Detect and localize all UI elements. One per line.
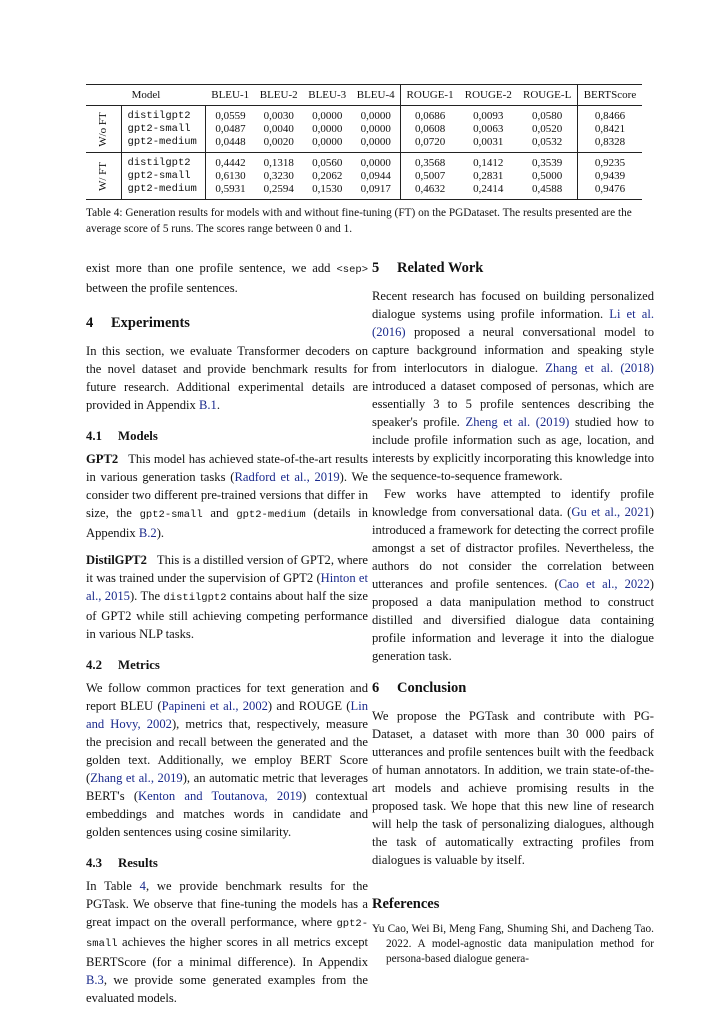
table-cell: 0,0559 (215, 110, 246, 122)
table-cell: 0,0944 (360, 170, 391, 182)
distilgpt2-paragraph: DistilGPT2 This is a distilled version of GPT2, where it was trained under the supervision of GPT2 (Hinton et al., 2015). The distilgpt2 contains about half the size of GPT2 while still achieving competing performance in various NLP tasks. (86, 553, 368, 641)
table-cell: 0,0448 (215, 136, 246, 148)
table-row (86, 170, 642, 183)
table-row (86, 136, 642, 153)
table-cell: 0,8328 (577, 136, 642, 153)
table-cell: 0,5000 (532, 170, 563, 182)
table-cell: 0,3539 (532, 157, 563, 169)
column-header: BLEU-4 (356, 89, 395, 101)
experiments-paragraph: In this section, we evaluate Transformer decoders on the novel dataset and provide benchmark results for future research. Additional experimental details are provided in Appendix B.1. (86, 344, 368, 412)
column-header: ROUGE-1 (400, 85, 459, 106)
table-cell: 0,4632 (400, 183, 459, 200)
right-column (372, 259, 654, 967)
model-cell: gpt2-medium (121, 183, 206, 200)
table-cell: 0,0580 (532, 110, 563, 122)
table-caption: Table 4: Generation results for models with and without fine-tuning (FT) on the PGDataset. The results presented are the average score of 5 runs. The scores range between 0 and 1. (86, 207, 632, 235)
sep-token: <sep> (336, 264, 368, 276)
table-cell: 0,0532 (532, 136, 563, 148)
table-group-with-ft (86, 153, 642, 200)
citation-link[interactable]: Zheng et al. (2019) (465, 415, 570, 429)
table-cell: 0,0031 (473, 136, 504, 148)
citation-link[interactable]: Zhang et al. (2018) (545, 361, 654, 375)
table-cell: 0,5931 (215, 183, 246, 195)
appendix-link[interactable]: B.1 (198, 398, 217, 412)
table-row (86, 106, 642, 124)
citation-link[interactable]: Gu et al., 2021 (571, 505, 650, 519)
table-cell: 0,0030 (263, 110, 294, 122)
table-row (86, 153, 642, 171)
table-cell: 0,0000 (360, 136, 391, 148)
table-cell: 0,0917 (360, 183, 391, 195)
subsection-heading-models: 4.1 Models (86, 429, 158, 443)
table-cell: 0,0720 (400, 136, 459, 153)
table-header-row (86, 85, 642, 106)
metrics-paragraph: We follow common practices for text generation and report BLEU (Papineni et al., 2002) and ROUGE (Lin and Hovy, 2002), metrics that, respectively, measure the precision and recall between the generated and the golden text. Additionally, we employ BERT Score (Zhang et al., 2019), an automatic metric that leverages BERT's (Kenton and Toutanova, 2019) contextual embeddings and matches words in candidate and golden sentences using cosine similarity. (86, 681, 368, 839)
table-cell: 0,9235 (577, 153, 642, 171)
table-row (86, 183, 642, 200)
conclusion-paragraph: We propose the PGTask and contribute with PG-Dataset, a dataset with more than 30 000 pairs of utterances and profile sentences built with the feedback of human annotators. In addition, we train state-of-the-art models and achieve promising results in the proposed task. We hope that this new line of research will help the task of personalizing dialogues, although the task of automatically extracting profiles from dialogues is valuable by itself. (372, 709, 654, 867)
table-cell: 0,4588 (532, 183, 563, 195)
table-cell: 0,1412 (473, 157, 504, 169)
table-cell: 0,3230 (263, 170, 294, 182)
table-cell: 0,8466 (577, 106, 642, 124)
table-cell: 0,0487 (215, 123, 246, 135)
results-table-container (86, 84, 642, 200)
table-cell: 0,0560 (312, 157, 343, 169)
table-cell: 0,6130 (215, 170, 246, 182)
appendix-link[interactable]: B.2 (138, 526, 157, 540)
section-heading-experiments: 4 Experiments (86, 315, 190, 331)
table-cell: 0,0000 (360, 157, 391, 169)
table-cell: 0,2831 (473, 170, 504, 182)
section-heading-related-work: 5 Related Work (372, 260, 484, 276)
model-cell: gpt2-small (121, 170, 206, 183)
table-cell: 0,0063 (473, 123, 504, 135)
table-cell: 0,3568 (400, 153, 459, 171)
section-heading-conclusion: 6 Conclusion (372, 680, 467, 696)
results-paragraph: In Table 4, we provide benchmark results for the PGTask. We observe that fine-tuning the models has a great impact on the overall performance, where gpt2-small achieves the higher scores in all metrics except BERTScore (for a minimal difference). In Appendix B.3, we provide some generated examples from the evaluated models. (86, 879, 368, 1005)
model-cell: gpt2-medium (121, 136, 206, 153)
appendix-link[interactable]: B.3 (86, 973, 104, 987)
table-row (86, 123, 642, 136)
table-cell: 0,8421 (577, 123, 642, 136)
column-header: ROUGE-L (523, 89, 572, 101)
table-cell: 0,0000 (312, 110, 343, 122)
column-header: BLEU-1 (211, 89, 250, 101)
table-cell: 0,5007 (400, 170, 459, 183)
table-cell: 0,9476 (577, 183, 642, 200)
left-column (86, 259, 368, 1007)
citation-link[interactable]: Kenton and Toutanova, 2019 (138, 789, 303, 803)
citation-link[interactable]: Lin and Hovy, 2002 (86, 699, 368, 731)
citation-link[interactable]: Cao et al., 2022 (558, 577, 650, 591)
citation-link[interactable]: Papineni et al., 2002 (161, 699, 268, 713)
table-cell: 0,1318 (263, 157, 294, 169)
column-header: BLEU-2 (259, 89, 298, 101)
model-cell: gpt2-small (121, 123, 206, 136)
table-cell: 0,1530 (312, 183, 343, 195)
results-table (86, 84, 642, 200)
table-cell: 0,0000 (312, 136, 343, 148)
table-group-without-ft (86, 106, 642, 153)
citation-link[interactable]: Hinton et al., 2015 (86, 571, 368, 603)
table-cell: 0,0686 (400, 106, 459, 124)
table-cell: 0,0000 (360, 123, 391, 135)
table-cell: 0,0520 (532, 123, 563, 135)
references-heading: References (372, 896, 440, 912)
table-cell: 0,2414 (473, 183, 504, 195)
column-header: BLEU-3 (308, 89, 347, 101)
table-cell: 0,2062 (312, 170, 343, 182)
column-header: ROUGE-2 (464, 89, 512, 101)
table-cell: 0,0000 (312, 123, 343, 135)
model-cell: distilgpt2 (121, 106, 206, 124)
intro-paragraph: exist more than one profile sentence, we add <sep> between the profile sentences. (86, 261, 368, 295)
table-cell: 0,0093 (473, 110, 504, 122)
citation-link[interactable]: Li et al. (2016) (372, 307, 654, 339)
group-label: W/o FT (96, 111, 109, 147)
column-header: BERTScore (577, 85, 642, 106)
table-cell: 0,4442 (215, 157, 246, 169)
gpt2-paragraph: GPT2 This model has achieved state-of-the-art results in various generation tasks (Radford et al., 2019). We consider two different pre-trained versions that differ in size, the gpt2-small and gpt2-medium (details in Appendix B.2). (86, 452, 369, 540)
table-cell: 0,9439 (577, 170, 642, 183)
table-cell: 0,0608 (400, 123, 459, 136)
column-header: Model (131, 89, 161, 101)
related-work-paragraph-1: Recent research has focused on building personalized dialogue systems using profile information. Li et al. (2016) proposed a neural conversational model to capture background information and speaking style from interlocutors in dialogue. Zhang et al. (2018) introduced a dataset composed of personas, which are essentially 3 to 5 profile sentences describing the speaker's profile. Zheng et al. (2019) studied how to include profile information such as age, location, and interests by explicitly incorporating this knowledge into the sequence-to-sequence framework. (372, 289, 654, 483)
related-work-paragraph-2: Few works have attempted to identify profile knowledge from conversational data. (Gu et al., 2021) introduced a framework for detecting the correct profile amongst a set of distractor profiles. Nevertheless, the authors do not consider the correlation between utterances and profile sentences. (Cao et al., 2022) proposed a data manipulation method to construct distilled and diversified dialogue data containing profile information and leverage it into the dialogue generation task. (372, 487, 654, 663)
table-link[interactable]: 4 (139, 879, 146, 893)
reference-item: Yu Cao, Wei Bi, Meng Fang, Shuming Shi, and Dacheng Tao. 2022. A model-agnostic data manipulation method for persona-based dialogue genera- (372, 923, 654, 965)
table-cell: 0,0020 (263, 136, 294, 148)
model-cell: distilgpt2 (121, 153, 206, 171)
group-label: W/ FT (96, 161, 109, 191)
citation-link[interactable]: Radford et al., 2019 (234, 470, 340, 484)
table-cell: 0,2594 (263, 183, 294, 195)
table-cell: 0,0000 (360, 110, 391, 122)
citation-link[interactable]: Zhang et al., 2019 (90, 771, 183, 785)
table-cell: 0,0040 (263, 123, 294, 135)
subsection-heading-metrics: 4.2 Metrics (86, 658, 160, 672)
subsection-heading-results: 4.3 Results (86, 856, 158, 870)
